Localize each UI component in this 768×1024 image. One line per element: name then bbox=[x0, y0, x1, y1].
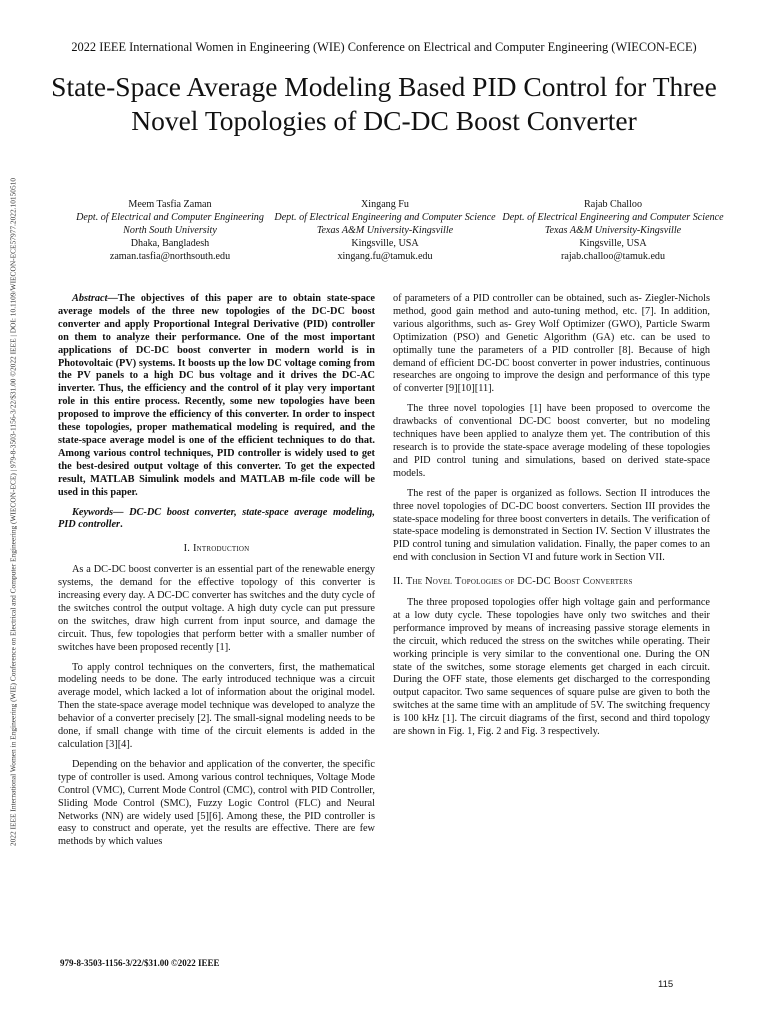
keywords-end: . bbox=[120, 519, 123, 531]
author-institution: Texas A&M University-Kingsville bbox=[316, 225, 454, 236]
author-1 bbox=[55, 198, 285, 263]
author-2 bbox=[270, 198, 500, 263]
abstract-label: Abstract bbox=[72, 293, 108, 304]
author-location: Kingsville, USA bbox=[351, 238, 419, 249]
copyright-footer: 979-8-3503-1156-3/22/$31.00 ©2022 IEEE bbox=[60, 958, 220, 968]
left-column bbox=[58, 293, 375, 856]
author-location: Kingsville, USA bbox=[579, 238, 647, 249]
author-email[interactable]: zaman.tasfia@northsouth.edu bbox=[109, 251, 231, 262]
paragraph: Depending on the behavior and application of the converter, the specific type of controller is used. Among various control techniques, Voltage Mode Control (VMC), Current Mode Control (CMC), control with PID Controller, Sliding Mode Control (SMC), Fuzzy Logic Control (FLC) and Neural Networks (NN) are widely used [5][6]. Among these, the PID controller is easy to construct and operate, yet the results are effective. There are few methods by which values bbox=[58, 758, 375, 848]
paragraph: The three proposed topologies offer high voltage gain and performance at a low duty cycle. These topologies have only two switches and their performance improved by means of increasing passive storage elements in the circuit, which reduced the stress on the switches while operating. Their working principle is very similar to the conventional one. During the ON state of the switches, some storage elements get charged in each circuit. During the OFF state, those elements get discharged to the corresponding output capacitor. Two same sequences of square pulse are given to both the switches at the same time with an amplitude of 5V. The switching frequency is 100 kHz [1]. The circuit diagrams of the first, second and third topology are shown in Fig. 1, Fig. 2 and Fig. 3 respectively. bbox=[393, 597, 710, 738]
author-location: Dhaka, Bangladesh bbox=[130, 238, 210, 249]
conference-header: 2022 IEEE International Women in Engineering (WIE) Conference on Electrical and Computer Engineering (WIECON-ECE) bbox=[71, 40, 697, 54]
side-citation-text: 2022 IEEE International Women in Engineering (WIE) Conference on Electrical and Computer Engineering (WIECON-ECE) | 979-8-3503-1156-3/22/$31.00 ©2022 IEEE | DOI: 10.1109/WIECON-ECE57977.2022.10150510 bbox=[8, 177, 18, 847]
author-institution: Texas A&M University-Kingsville bbox=[544, 225, 682, 236]
right-column bbox=[393, 293, 710, 746]
side-margin-citation bbox=[0, 0, 35, 1024]
author-email[interactable]: rajab.challoo@tamuk.edu bbox=[560, 251, 666, 262]
page-number: 115 bbox=[658, 979, 674, 990]
keywords bbox=[58, 507, 375, 533]
paragraph: The rest of the paper is organized as follows. Section II introduces the three novel topologies of DC-DC boost converters. Section III provides the state-space modeling for three boost converters in details. The verification of state-space modeling is demonstrated in Section IV. Section V illustrates the PID control tuning and simulation validation. Finally, the paper comes to an end with conclusion in Section VI and future work in Section VII. bbox=[393, 487, 710, 564]
author-dept: Dept. of Electrical and Computer Engineering bbox=[76, 212, 264, 223]
section-heading-introduction: I. Introduction bbox=[183, 543, 250, 555]
author-dept: Dept. of Electrical Engineering and Computer Science bbox=[274, 212, 496, 223]
paragraph: The three novel topologies [1] have been proposed to overcome the drawbacks of conventional DC-DC boost converter, but no modeling techniques have been applied to analyze them yet. The contribution of this research is to provide the state-space average modeling of these topologies and PID control tuning and simulations, based on derived state-space models. bbox=[393, 403, 710, 479]
keywords-text: DC-DC boost converter, state-space average modeling, PID controller bbox=[58, 506, 376, 531]
paper-title: State-Space Average Modeling Based PID Control for Three Novel Topologies of DC-DC Boost Converter bbox=[51, 71, 717, 136]
abstract-text: —The objectives of this paper are to obtain state-space average models of the three new topologies of the DC-DC boost converter and apply Proportional Integral Derivative (PID) controller on them to analyze their performance. One of the most important applications of DC-DC boost converter in modern world is in Photovoltaic (PV) systems. It boosts up the low DC voltage coming from the PV panels to a high DC bus voltage and it drives the DC-AC inverter. Thus, the efficiency and the control of it play very important role in this entire process. Recently, some new topologies have been proposed to improve the efficiency of this converter. In order to inspect these topologies, proper mathematical modeling is required, and the state-space average model is one of the efficient techniques to do that. Among various control techniques, PID controller is widely used to get the best-desired output voltage of this converter. To get the expected result, MATLAB Simulink models and MATLAB m-file code will be used in this paper. bbox=[58, 293, 375, 498]
abstract bbox=[58, 293, 375, 500]
author-dept: Dept. of Electrical Engineering and Computer Science bbox=[502, 212, 724, 223]
author-institution: North South University bbox=[123, 225, 217, 236]
paragraph: of parameters of a PID controller can be obtained, such as- Ziegler-Nichols method, good gain method and auto-tuning method, etc. [7]. In addition, various algorithms, such as- Grey Wolf Optimizer (GWO), Particle Swarm Optimization (PSO) and Genetic Algorithm (GA) etc. can be used to optimally tune the parameters of a PID controller [8]. Because of high demand of efficient DC-DC boost converter in power industries, continuous researches are ongoing to improve the design and performance of this type of converter [9][10][11]. bbox=[393, 293, 710, 395]
author-name: Xingang Fu bbox=[361, 199, 409, 210]
author-block bbox=[40, 198, 728, 278]
author-name: Meem Tasfia Zaman bbox=[128, 199, 212, 210]
author-3 bbox=[498, 198, 728, 263]
author-name: Rajab Challoo bbox=[583, 199, 643, 210]
paragraph: As a DC-DC boost converter is an essential part of the renewable energy systems, the demand for the effective topology of this converter is increasing every day. A DC-DC converter has switches and the duty cycle of the switches control the output voltage. A high duty cycle can put pressure on the switches, draw high current from input source, and damage the circuit. Thus, few topologies that perform better with a smaller number of switches have been proposed recently [1]. bbox=[58, 564, 375, 653]
author-email[interactable]: xingang.fu@tamuk.edu bbox=[337, 251, 433, 262]
keywords-label: Keywords— bbox=[72, 506, 124, 518]
section-heading-novel-topologies: II. The Novel Topologies of DC-DC Boost Converters bbox=[393, 576, 633, 588]
paragraph: To apply control techniques on the converters, first, the mathematical modeling needs to be done. The early introduced technique was a circuit average model, which lacked a lot of information about the original model. Then the state-space average model technique was developed to analyze the behavior of a converter precisely [2]. The small-signal modeling needs to be done, if small change with time of the circuit elements is added in the calculation [3][4]. bbox=[58, 661, 375, 750]
